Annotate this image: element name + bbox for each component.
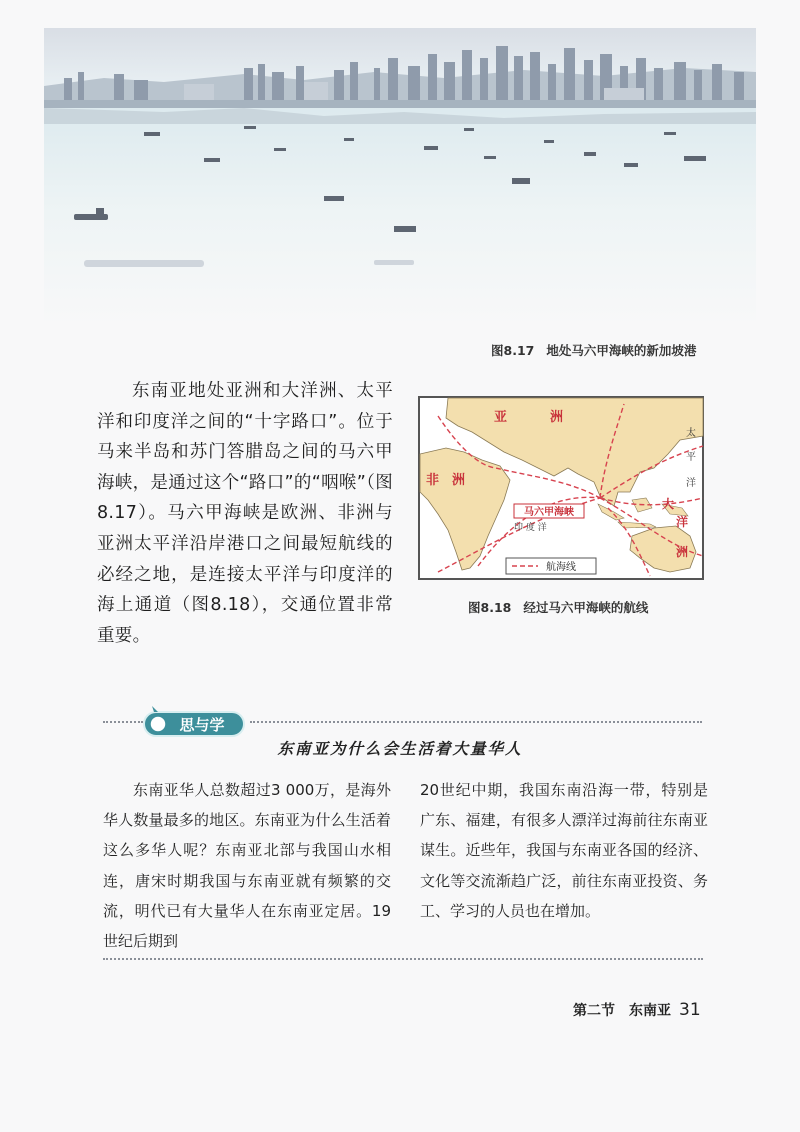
label-africa-1: 非: [426, 473, 440, 488]
label-pacific-2: 平: [686, 452, 696, 463]
figure-8-18-caption: [468, 598, 648, 616]
think-paragraph-right: 20世纪中期，我国东南沿海一带，特别是广东、福建，有很多人漂洋过海前往东南亚谋生。近些年，我国与东南亚各国的经济、文化等交流渐趋广泛，前往东南亚投资、务工、学习的人员也在增加。: [420, 781, 708, 920]
think-section-bottom-rule: [103, 958, 703, 960]
figure-caption-text: 经过马六甲海峡的航线: [523, 600, 649, 615]
label-indian-ocean: 印 度 洋: [514, 523, 547, 533]
think-section-top-rule-right: [250, 721, 702, 723]
page-footer: [573, 1000, 701, 1020]
badge-label: 思与学: [179, 716, 225, 734]
figure-8-17-caption: [491, 341, 696, 359]
label-asia-2: 洲: [550, 410, 564, 425]
shipping-route-map: [418, 396, 704, 580]
think-and-learn-badge: [142, 704, 246, 738]
label-asia-1: 亚: [494, 410, 508, 425]
intro-text: [97, 376, 393, 651]
label-oceania-3: 洲: [676, 545, 689, 559]
singapore-port-photo: [44, 28, 756, 328]
think-paragraph-left: 东南亚华人总数超过3 000万，是海外华人数量最多的地区。东南亚为什么生活着这么多华人呢？东南亚北部与我国山水相连，唐宋时期我国与东南亚就有频繁的交流，明代已有大量华人在东南亚定居。19世纪后期到: [103, 781, 391, 951]
page-number: 31: [679, 1000, 701, 1020]
label-oceania-1: 大: [662, 497, 675, 511]
footer-section: 第二节: [573, 1003, 615, 1019]
label-pacific-3: 洋: [686, 478, 696, 489]
label-strait: 马六甲海峡: [524, 507, 574, 518]
think-column-left: [103, 775, 391, 956]
figure-caption-text: 地处马六甲海峡的新加坡港: [546, 343, 697, 358]
think-section-title: 东南亚为什么会生活着大量华人: [277, 739, 523, 758]
thought-bubble-icon: [150, 716, 166, 732]
singapore-skyline-image: [44, 28, 756, 328]
think-column-right: [420, 775, 708, 926]
figure-number: 图8.17: [491, 343, 535, 358]
footer-chapter: 东南亚: [629, 1003, 671, 1019]
think-section-top-rule-left: [103, 721, 143, 723]
intro-paragraph: 东南亚地处亚洲和大洋洲、太平洋和印度洋之间的“十字路口”。位于马来半岛和苏门答腊岛之间的马六甲海峡，是通过这个“路口”的“咽喉”（图8.17）。马六甲海峡是欧洲、非洲与亚洲太平洋沿岸港口之间最短航线的必经之地，是连接太平洋与印度洋的海上通道（图8.18），交通位置非常重要。: [97, 381, 393, 646]
legend-label: 航海线: [546, 562, 576, 573]
figure-number: 图8.18: [468, 600, 512, 615]
label-pacific-1: 太: [686, 428, 696, 439]
label-africa-2: 洲: [452, 473, 466, 488]
label-oceania-2: 洋: [676, 515, 689, 529]
